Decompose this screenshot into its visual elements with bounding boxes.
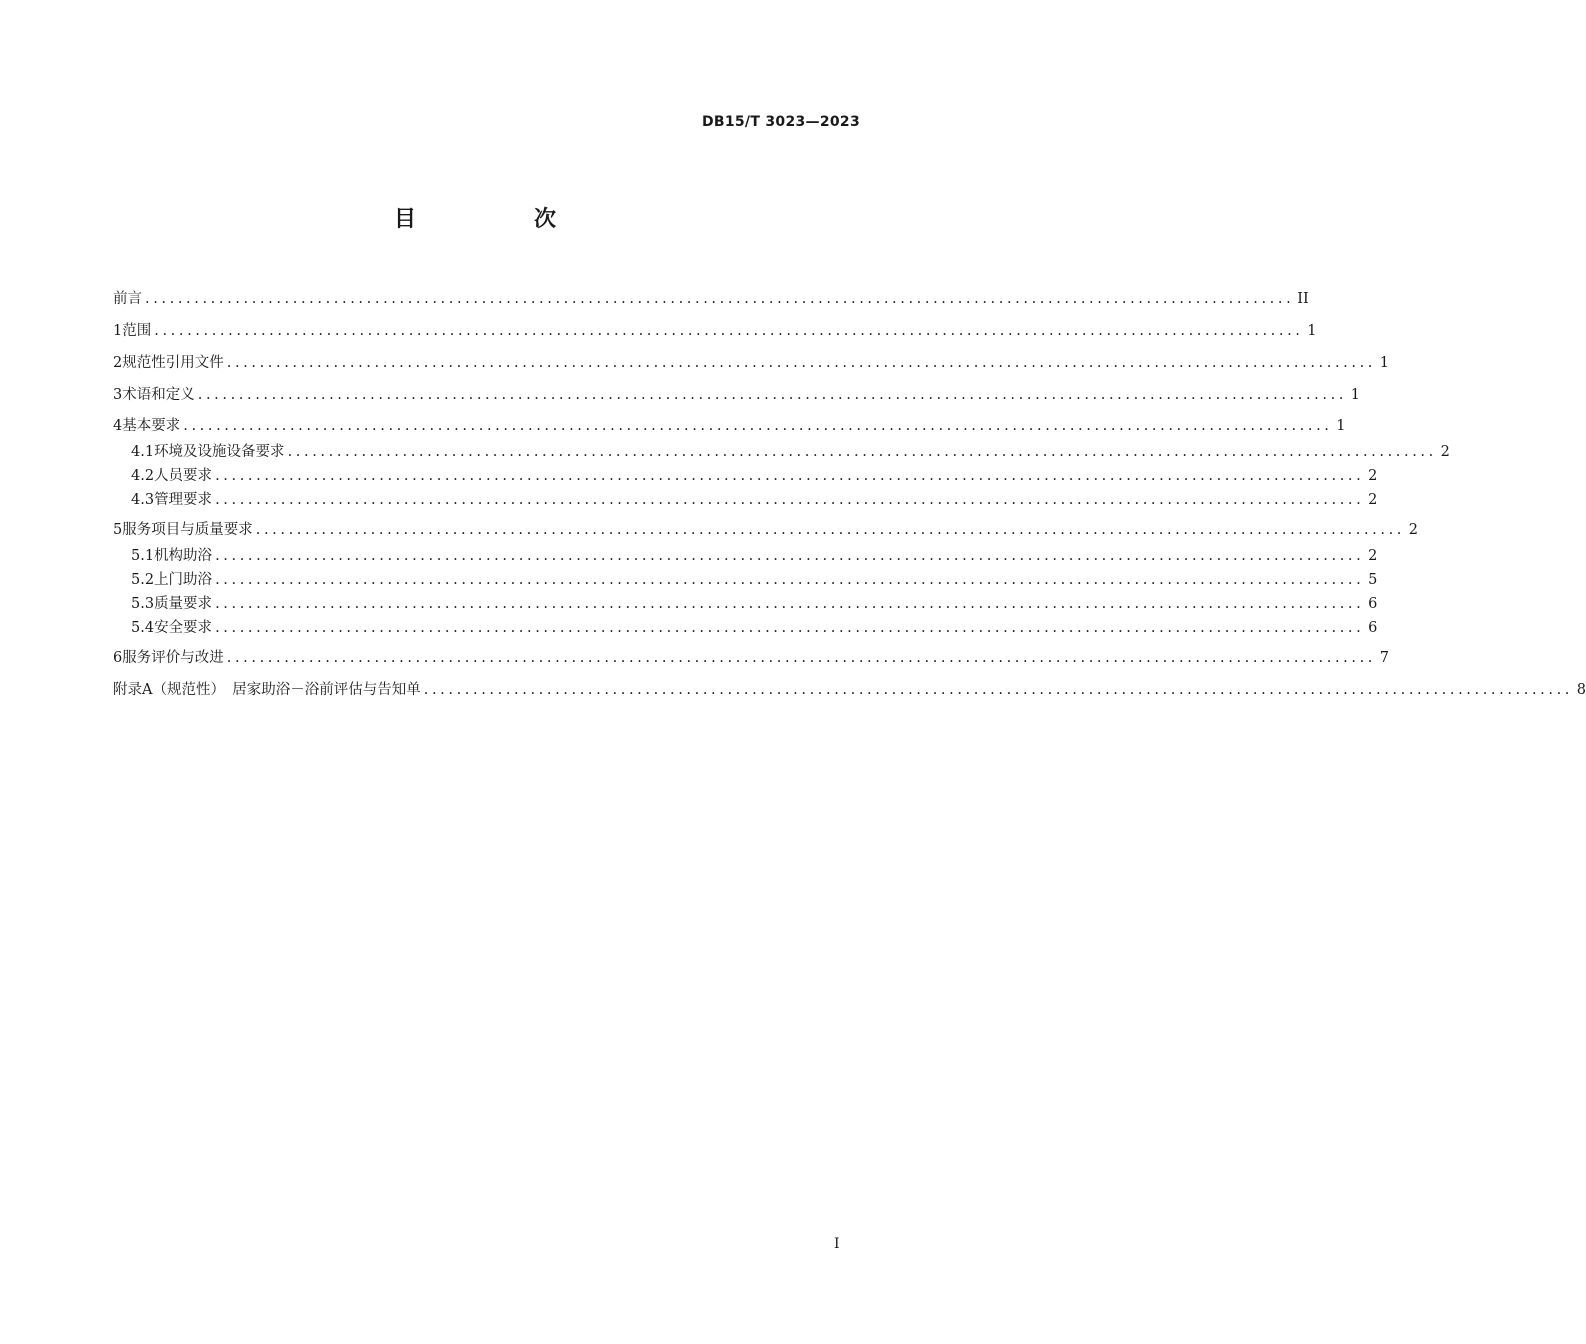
toc-leader-dots: ............................................................................................................................................: [145, 291, 1295, 307]
toc-number: 4.3: [131, 492, 155, 508]
toc-label: 人员要求: [154, 468, 213, 484]
toc-leader-dots: ............................................................................................................................................: [215, 596, 1365, 612]
toc-page-number: 2: [1368, 492, 1378, 508]
toc-entry-5-4[interactable]: [131, 617, 1378, 639]
toc-page-number: 2: [1408, 522, 1419, 538]
toc-label: 安全要求: [154, 620, 213, 636]
toc-entry-4-1[interactable]: [131, 441, 1450, 463]
toc-label: 附录A（规范性） 居家助浴－浴前评估与告知单: [113, 682, 421, 698]
toc-number: 5: [113, 522, 123, 538]
toc-number: 6: [113, 650, 123, 666]
toc-leader-dots: ............................................................................................................................................: [255, 522, 1406, 538]
toc-leader-dots: ............................................................................................................................................: [154, 323, 1304, 339]
toc-page-number: 1: [1350, 387, 1361, 403]
toc-number: 2: [113, 355, 123, 371]
toc-label: 上门助浴: [154, 572, 213, 588]
toc-number: 4.1: [131, 444, 155, 460]
toc-number: 5.1: [131, 548, 155, 564]
toc-entry-3[interactable]: [113, 384, 1361, 406]
toc-number: 1: [113, 323, 123, 339]
toc-number: 5.2: [131, 572, 155, 588]
toc-page-number: 1: [1336, 418, 1346, 434]
toc-entry-5-1[interactable]: [131, 545, 1378, 567]
toc-label: 规范性引用文件: [122, 355, 224, 371]
toc-page-number: 1: [1307, 323, 1317, 339]
toc-page-number: 5: [1368, 572, 1378, 588]
toc-number: 4.2: [131, 468, 155, 484]
toc-entry-5[interactable]: [113, 519, 1419, 541]
toc-entry-1[interactable]: [113, 320, 1317, 342]
toc-leader-dots: ............................................................................................................................................: [215, 492, 1365, 508]
toc-label: 服务项目与质量要求: [122, 522, 253, 538]
page-number: I: [834, 1236, 840, 1252]
toc-entry-4-3[interactable]: [131, 489, 1378, 511]
toc-page-number: 2: [1368, 468, 1378, 484]
toc-number: 4: [113, 418, 123, 434]
toc-label: 基本要求: [122, 418, 181, 434]
toc-page-number: 1: [1379, 355, 1390, 371]
toc-page-number: 8: [1576, 682, 1586, 698]
toc-leader-dots: ............................................................................................................................................: [215, 572, 1365, 588]
toc-entry-2[interactable]: [113, 352, 1390, 374]
toc-number: 5.4: [131, 620, 155, 636]
toc-entry-appendix-a[interactable]: [113, 679, 1586, 701]
page-title: 目 次: [393, 207, 604, 232]
toc-leader-dots: ............................................................................................................................................: [215, 468, 1365, 484]
toc-page-number: 6: [1368, 596, 1378, 612]
toc-number: 5.3: [131, 596, 155, 612]
toc-entry-4-2[interactable]: [131, 465, 1378, 487]
toc-page-number: 2: [1440, 444, 1450, 460]
toc-label: 服务评价与改进: [122, 650, 224, 666]
toc-entry-4[interactable]: [113, 415, 1346, 437]
toc-label: 前言: [113, 291, 142, 307]
toc-page-number: 7: [1379, 650, 1390, 666]
toc-label: 机构助浴: [154, 548, 213, 564]
document-code: DB15/T 3023—2023: [701, 114, 860, 130]
toc-page-number: 6: [1368, 620, 1378, 636]
toc-leader-dots: ............................................................................................................................................: [423, 682, 1574, 698]
toc-page-number: II: [1297, 291, 1309, 307]
toc-label: 管理要求: [154, 492, 213, 508]
toc-entry-foreword[interactable]: [113, 288, 1309, 310]
toc-leader-dots: ............................................................................................................................................: [226, 355, 1377, 371]
toc-entry-5-2[interactable]: [131, 569, 1378, 591]
toc-label: 术语和定义: [122, 387, 195, 403]
toc-number: 3: [113, 387, 123, 403]
toc-leader-dots: ............................................................................................................................................: [183, 418, 1333, 434]
toc-page-number: 2: [1368, 548, 1378, 564]
toc-label: 质量要求: [154, 596, 213, 612]
toc-label: 环境及设施设备要求: [154, 444, 285, 460]
toc-leader-dots: ............................................................................................................................................: [226, 650, 1377, 666]
toc-leader-dots: ............................................................................................................................................: [215, 620, 1365, 636]
toc-leader-dots: ............................................................................................................................................: [287, 444, 1437, 460]
toc-leader-dots: ............................................................................................................................................: [215, 548, 1365, 564]
toc-label: 范围: [122, 323, 152, 339]
toc-entry-6[interactable]: [113, 647, 1390, 669]
toc-leader-dots: ............................................................................................................................................: [197, 387, 1348, 403]
toc-entry-5-3[interactable]: [131, 593, 1378, 615]
